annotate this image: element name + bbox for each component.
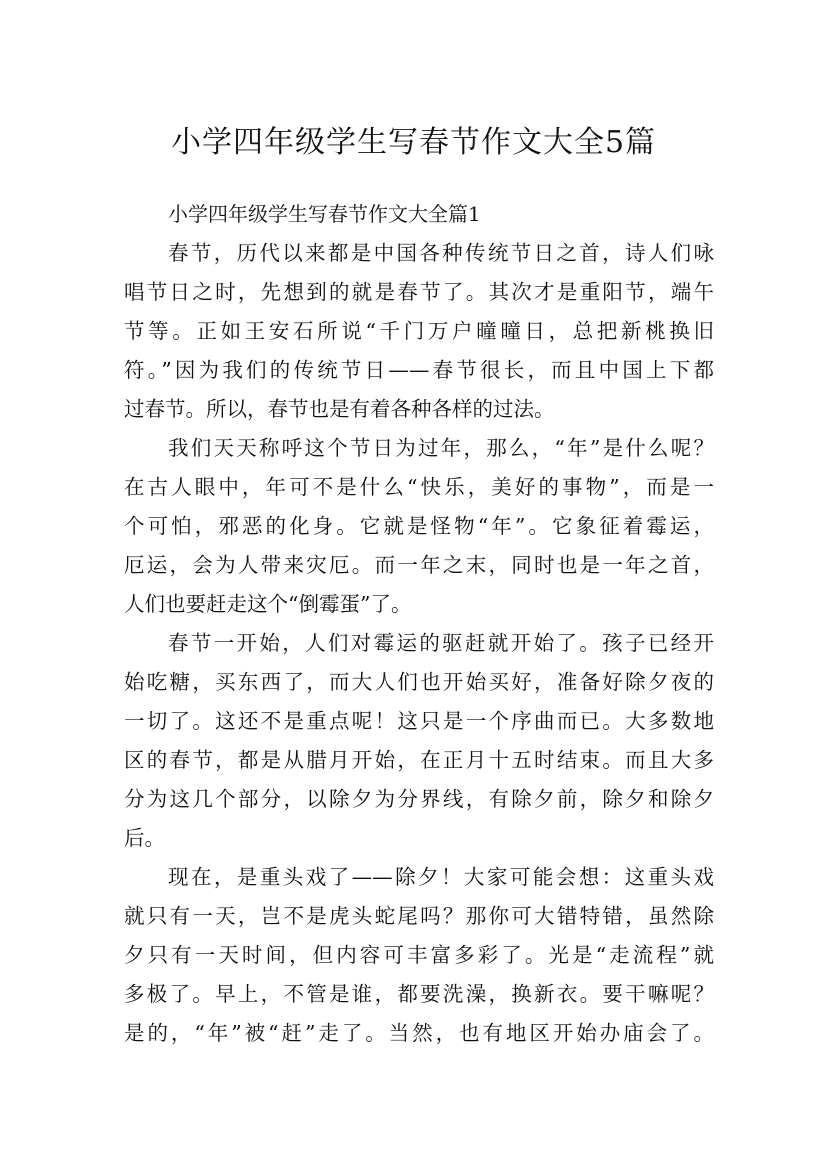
text-line: 唱节日之时，先想到的就是春节了。其次才是重阳节，端午 — [124, 280, 714, 304]
text-line: 人们也要赶走这个“倒霉蛋”了。 — [124, 592, 412, 616]
text-line: 现在，是重头戏了——除夕！大家可能会想：这重头戏 — [168, 865, 714, 889]
paragraph-4 — [124, 858, 714, 1053]
section-heading: 小学四年级学生写春节作文大全篇1 — [168, 202, 481, 226]
paragraph-2 — [124, 429, 714, 624]
paragraph-1 — [124, 234, 714, 429]
text-line: 多极了。早上，不管是谁，都要洗澡，换新衣。要干嘛呢？ — [124, 982, 714, 1006]
text-line: 是的，“年”被“赶”走了。当然，也有地区开始办庙会了。 — [124, 1021, 714, 1045]
text-line: 一切了。这还不是重点呢！这只是一个序曲而已。大多数地 — [124, 709, 714, 733]
text-line: 春节，历代以来都是中国各种传统节日之首，诗人们咏 — [168, 241, 714, 265]
text-line: 厄运，会为人带来灾厄。而一年之末，同时也是一年之首， — [124, 553, 714, 577]
text-line: 我们天天称呼这个节日为过年，那么，“年”是什么呢？ — [168, 436, 714, 460]
text-line: 过春节。所以，春节也是有着各种各样的过法。 — [124, 397, 555, 421]
text-line: 就只有一天，岂不是虎头蛇尾吗？那你可大错特错，虽然除 — [124, 904, 714, 928]
text-line: 区的春节，都是从腊月开始，在正月十五时结束。而且大多 — [124, 748, 714, 772]
text-line: 后。 — [124, 826, 165, 850]
document-title: 小学四年级学生写春节作文大全5篇 — [170, 125, 657, 161]
text-line: 春节一开始，人们对霉运的驱赶就开始了。孩子已经开 — [168, 631, 714, 655]
document-body — [124, 195, 714, 1053]
text-line: 个可怕，邪恶的化身。它就是怪物“年”。它象征着霉运， — [124, 514, 714, 538]
text-line: 夕只有一天时间，但内容可丰富多彩了。光是“走流程”就 — [124, 943, 714, 967]
text-line: 在古人眼中，年可不是什么“快乐，美好的事物”，而是一 — [124, 475, 714, 499]
text-line: 分为这几个部分，以除夕为分界线，有除夕前，除夕和除夕 — [124, 787, 714, 811]
paragraph-3 — [124, 624, 714, 858]
text-line: 节等。正如王安石所说“千门万户曈曈日，总把新桃换旧 — [124, 319, 714, 343]
text-line: 始吃糖，买东西了，而大人们也开始买好，准备好除夕夜的 — [124, 670, 714, 694]
text-line: 符。”因为我们的传统节日——春节很长，而且中国上下都 — [124, 358, 714, 382]
